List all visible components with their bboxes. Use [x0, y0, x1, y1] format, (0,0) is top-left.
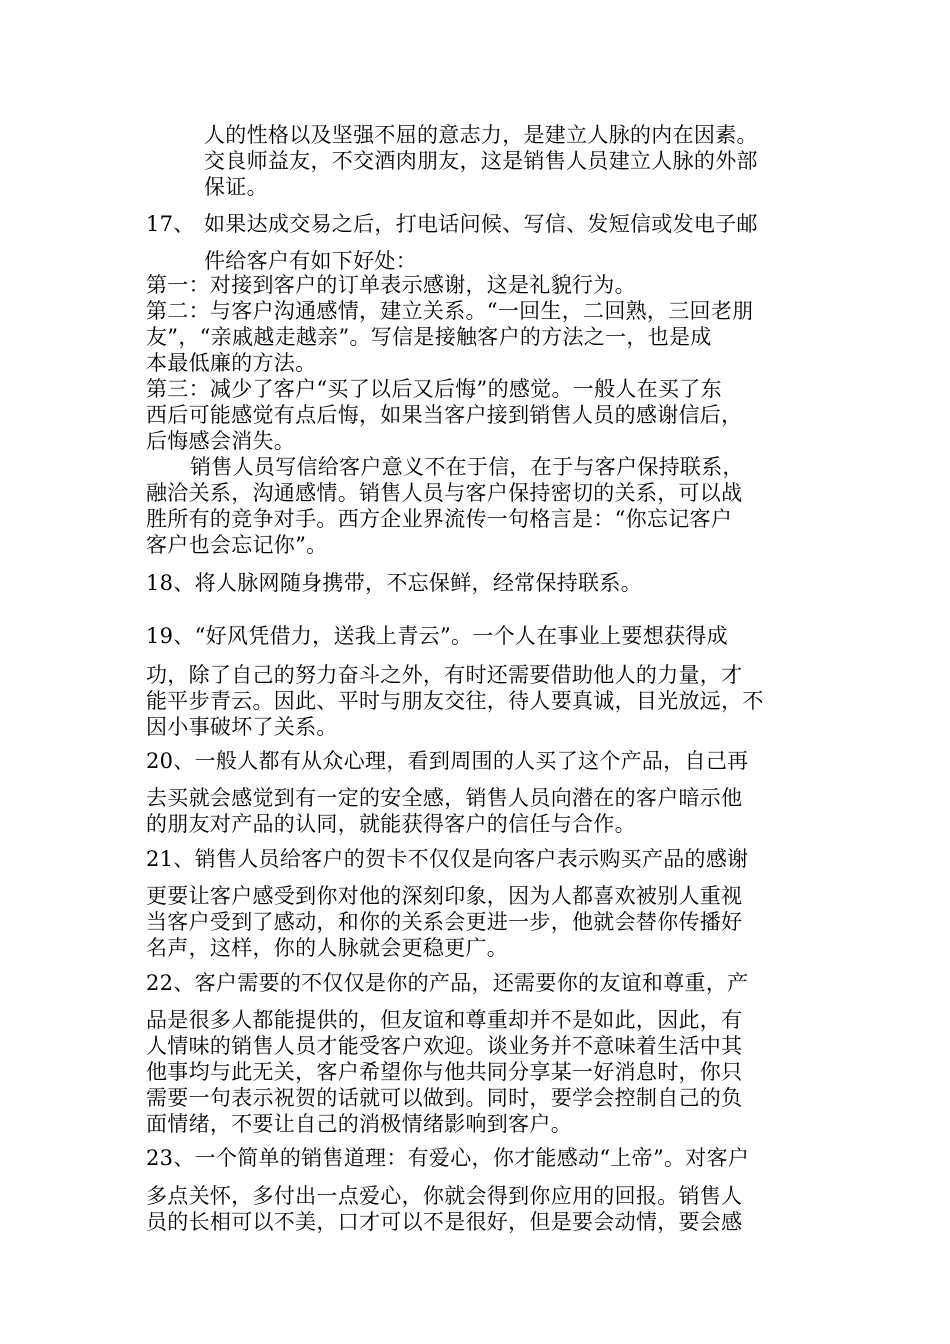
- text-line: 能平步青云。因此、平时与朋友交往，待人要真诚，目光放远，不: [146, 689, 764, 713]
- text-line: 22、客户需要的不仅仅是你的产品，还需要你的友谊和尊重，产: [146, 971, 749, 995]
- text-line: 胜所有的竞争对手。西方企业界流传一句格言是：“你忘记客户: [146, 507, 733, 531]
- text-line: 第三：减少了客户“买了以后又后悔”的感觉。一般人在买了东: [146, 377, 722, 401]
- text-line: 本最低廉的方法。: [146, 351, 317, 375]
- text-line: 去买就会感觉到有一定的安全感，销售人员向潜在的客户暗示他: [146, 786, 743, 810]
- text-line: 第二：与客户沟通感情，建立关系。“一回生，二回熟，三回老朋: [146, 299, 754, 323]
- text-line: 19、“好风凭借力，送我上青云”。一个人在事业上要想获得成: [146, 624, 728, 648]
- text-line: 保证。: [204, 175, 268, 199]
- text-line: 21、销售人员给客户的贺卡不仅仅是向客户表示购买产品的感谢: [146, 847, 749, 871]
- text-line: 西后可能感觉有点后悔，如果当客户接到销售人员的感谢信后，: [146, 403, 743, 427]
- text-line: 件给客户有如下好处：: [204, 249, 417, 273]
- text-line: 品是很多人都能提供的，但友谊和尊重却并不是如此，因此，有: [146, 1008, 743, 1032]
- text-line: 人的性格以及坚强不屈的意志力，是建立人脉的内在因素。: [204, 123, 758, 147]
- text-line: 名声，这样，你的人脉就会更稳更广。: [146, 936, 509, 960]
- text-line: 后悔感会消失。: [146, 429, 296, 453]
- text-line: 员的长相可以不美，口才可以不是很好，但是要会动情，要会感: [146, 1210, 743, 1234]
- text-line: 客户也会忘记你”。: [146, 533, 328, 557]
- text-line: 多点关怀，多付出一点爱心，你就会得到你应用的回报。销售人: [146, 1184, 743, 1208]
- text-line: 18、将人脉网随身携带，不忘保鲜，经常保持联系。: [146, 571, 642, 595]
- item-number: 17、: [146, 212, 195, 236]
- text-line: 更要让客户感受到你对他的深刻印象，因为人都喜欢被别人重视: [146, 884, 743, 908]
- text-line: 融洽关系，沟通感情。销售人员与客户保持密切的关系，可以战: [146, 481, 743, 505]
- text-line: 面情绪，不要让自己的消极情绪影响到客户。: [146, 1112, 572, 1136]
- text-line: 如果达成交易之后，打电话问候、写信、发短信或发电子邮: [204, 212, 758, 236]
- text-line: 20、一般人都有从众心理，看到周围的人买了这个产品，自己再: [146, 749, 749, 773]
- text-line: 销售人员写信给客户意义不在于信，在于与客户保持联系，: [190, 455, 744, 479]
- text-line: 人情味的销售人员才能受客户欢迎。谈业务并不意味着生活中其: [146, 1034, 743, 1058]
- text-line: 23、一个简单的销售道理：有爱心，你才能感动“上帝”。对客户: [146, 1146, 750, 1170]
- text-line: 因小事破坏了关系。: [146, 715, 338, 739]
- text-line: 当客户受到了感动，和你的关系会更进一步，他就会替你传播好: [146, 910, 743, 934]
- text-line: 交良师益友，不交酒肉朋友，这是销售人员建立人脉的外部: [204, 149, 758, 173]
- text-line: 需要一句表示祝贺的话就可以做到。同时，要学会控制自己的负: [146, 1086, 743, 1110]
- text-line: 友”，“亲戚越走越亲”。写信是接触客户的方法之一，也是成: [146, 325, 712, 349]
- text-line: 第一：对接到客户的订单表示感谢，这是礼貌行为。: [146, 273, 636, 297]
- text-line: 功，除了自己的努力奋斗之外，有时还需要借助他人的力量，才: [146, 663, 743, 687]
- text-line: 他事均与此无关，客户希望你与他共同分享某一好消息时，你只: [146, 1060, 743, 1084]
- text-line: 的朋友对产品的认同，就能获得客户的信任与合作。: [146, 812, 636, 836]
